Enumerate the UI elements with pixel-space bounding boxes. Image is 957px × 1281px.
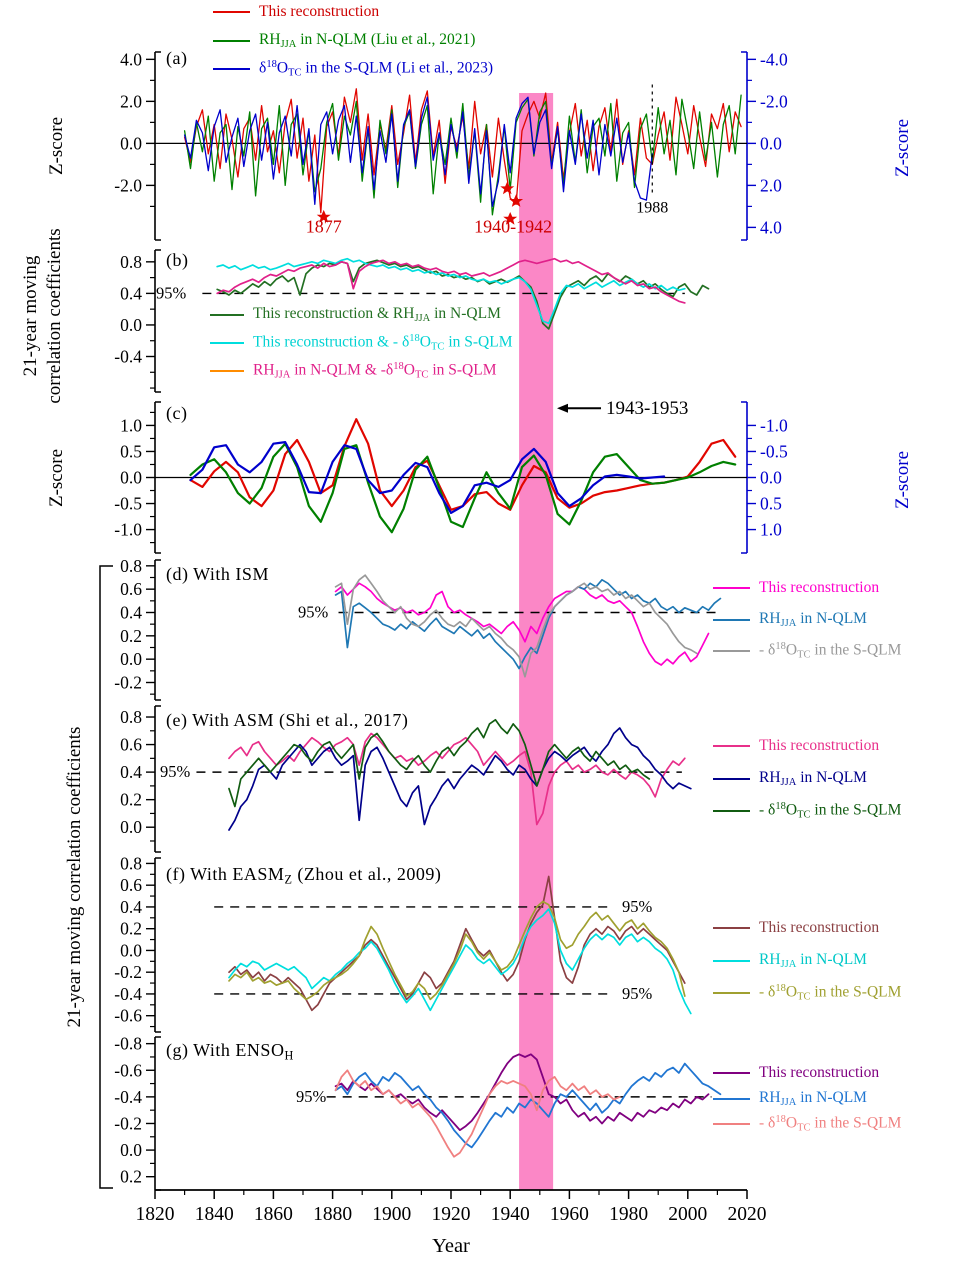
left-axis-f: [155, 858, 161, 1032]
significance-label: 95%: [160, 762, 191, 782]
x-tick-label: 2000: [668, 1204, 708, 1225]
panel-title: (b): [166, 250, 189, 270]
legend-label: This reconstruction & - $\delta^{18}O_{TC}$ in S-QLM: [253, 333, 513, 353]
tick-label: -0.4: [114, 346, 142, 367]
tick-label: 0.4: [120, 283, 142, 304]
tick-label: -0.4: [114, 1086, 142, 1107]
panel-e: [120, 706, 691, 852]
x-tick-label: 1860: [253, 1204, 293, 1225]
x-axis-title: Year: [432, 1235, 470, 1257]
legend-label: - $\delta^{18}O_{TC}$ in the S-QLM: [759, 641, 902, 661]
panel-b: [114, 250, 708, 392]
legend-label: This reconstruction & $RH_{JJA}$ in N-QLM: [253, 305, 501, 325]
legend-label: $RH_{JJA}$ in N-QLM & $-\delta^{18}O_{TC}$ in S-QLM: [253, 361, 497, 381]
legend-label: $RH_{JJA}$ in N-QLM (Liu et al., 2021): [259, 31, 476, 51]
annotation-text: 1877: [305, 216, 342, 237]
tick-label: 0.0: [120, 1140, 142, 1161]
axis-outer-label: correlation coefficients: [44, 228, 65, 404]
x-axis: [136, 1190, 767, 1257]
panel-c: [114, 398, 788, 553]
tick-label: -1.0: [114, 519, 142, 540]
tick-label: 0.0: [120, 314, 142, 335]
panel-title: (f) With $EASM_Z$ (Zhou et al., 2009): [166, 864, 442, 887]
tick-label: 0.8: [120, 555, 142, 576]
series-line: [229, 902, 685, 1000]
series-line: [229, 728, 691, 830]
panel-a: [114, 49, 788, 240]
x-tick-label: 1960: [549, 1204, 589, 1225]
tick-label: 2.0: [120, 91, 142, 112]
x-tick-label: 1900: [372, 1204, 412, 1225]
annotation-text: 1940-1942: [474, 216, 553, 237]
legend-label: $RH_{JJA}$ in N-QLM: [759, 769, 867, 789]
panel-f: [114, 853, 691, 1032]
panel-title: (a): [166, 48, 188, 68]
axis-outer-label: Z-score: [46, 448, 67, 508]
tick-label: -0.6: [114, 1060, 142, 1081]
significance-label: 95%: [156, 283, 187, 303]
panel-title: (c): [166, 403, 188, 423]
axis-outer-label: Z-score: [892, 118, 913, 178]
axis-outer-label: Z-score: [46, 116, 67, 176]
x-tick-label: 1980: [609, 1204, 649, 1225]
legend-label: $RH_{JJA}$ in N-QLM: [759, 610, 867, 630]
tick-label: -0.5: [760, 441, 788, 462]
significance-label: 95%: [622, 896, 653, 916]
left-axis-d: [155, 560, 161, 700]
tick-label: 0.2: [120, 1166, 142, 1187]
panel-title: (d) With ISM: [166, 564, 269, 584]
legend-label: - $\delta^{18}O_{TC}$ in the S-QLM: [759, 983, 902, 1003]
tick-label: 0.0: [120, 467, 142, 488]
tick-label: 1.0: [120, 415, 142, 436]
tick-label: 0.6: [120, 734, 142, 755]
tick-label: -0.5: [114, 493, 142, 514]
series-line: [191, 419, 736, 510]
left-axis-b: [155, 250, 161, 392]
tick-label: -4.0: [760, 49, 788, 70]
x-tick-label: 2020: [727, 1204, 767, 1225]
tick-label: 0.0: [120, 649, 142, 670]
significance-label: 95%: [298, 602, 329, 622]
panels-dg-bracket: [100, 566, 113, 1188]
tick-label: 0.6: [120, 579, 142, 600]
tick-label: 0.6: [120, 875, 142, 896]
tick-label: 0.2: [120, 918, 142, 939]
tick-label: -2.0: [114, 175, 142, 196]
axis-outer-label: 21-year moving correlation coefficients: [64, 726, 85, 1028]
tick-label: 2.0: [760, 175, 782, 196]
tick-label: 4.0: [760, 217, 782, 238]
tick-label: 0.4: [120, 762, 142, 783]
tick-label: 0.0: [760, 133, 782, 154]
legend-label: This reconstruction: [759, 737, 880, 754]
panel-d: [114, 556, 720, 700]
significance-label: 95%: [622, 983, 653, 1003]
legend-label: $\delta^{18}O_{TC}$ in the S-QLM (Li et al., 2023): [259, 59, 494, 79]
tick-label: 1.0: [760, 519, 782, 540]
tick-label: 0.5: [760, 493, 782, 514]
axis-outer-label: 21-year moving: [20, 255, 41, 377]
series-line: [229, 877, 685, 1011]
significance-label: 95%: [296, 1086, 327, 1106]
tick-label: 0.8: [120, 251, 142, 272]
tick-label: -0.4: [114, 983, 142, 1004]
star-marker: [500, 182, 514, 195]
x-tick-label: 1920: [431, 1204, 471, 1225]
tick-label: -0.2: [114, 672, 142, 693]
tick-label: 4.0: [120, 49, 142, 70]
tick-label: 0.0: [120, 133, 142, 154]
legend-label: - $\delta^{18}O_{TC}$ in the S-QLM: [759, 801, 902, 821]
legend-label: This reconstruction: [759, 1064, 880, 1081]
tick-label: -0.2: [114, 962, 142, 983]
legend-label: This reconstruction: [759, 919, 880, 936]
tick-label: 0.8: [120, 707, 142, 728]
panel-title: (e) With ASM (Shi et al., 2017): [166, 710, 409, 730]
legend-label: $RH_{JJA}$ in N-QLM: [759, 1089, 867, 1109]
arrow-head: [557, 404, 568, 413]
legend-label: $RH_{JJA}$ in N-QLM: [759, 951, 867, 971]
tick-label: 0.0: [120, 940, 142, 961]
series-line: [217, 259, 685, 324]
right-axis-a: [741, 52, 747, 240]
left-axis-a: [155, 52, 161, 240]
tick-label: 0.5: [120, 441, 142, 462]
legend-label: - $\delta^{18}O_{TC}$ in the S-QLM: [759, 1114, 902, 1134]
tick-label: 0.4: [120, 896, 142, 917]
legend-label: This reconstruction: [259, 3, 380, 20]
panel-title: (g) With $ENSO_H$: [166, 1040, 294, 1063]
tick-label: 0.2: [120, 789, 142, 810]
annotation-text: 1988: [636, 199, 669, 217]
tick-label: -2.0: [760, 91, 788, 112]
x-tick-label: 1820: [135, 1204, 175, 1225]
x-tick-label: 1840: [194, 1204, 234, 1225]
tick-label: 0.4: [120, 602, 142, 623]
series-line: [191, 444, 736, 533]
series-line: [229, 720, 649, 807]
left-axis-g: [155, 1037, 161, 1190]
tick-label: -0.2: [114, 1113, 142, 1134]
x-tick-label: 1880: [313, 1204, 353, 1225]
tick-label: 0.2: [120, 625, 142, 646]
x-tick-label: 1940: [490, 1204, 530, 1225]
legend-label: This reconstruction: [759, 579, 880, 596]
tick-label: 0.8: [120, 853, 142, 874]
panel-g: [114, 1034, 720, 1190]
tick-label: 0.0: [760, 467, 782, 488]
arrow-label: 1943-1953: [606, 398, 689, 420]
tick-label: -0.8: [114, 1033, 142, 1054]
tick-label: 0.0: [120, 817, 142, 838]
tick-label: -0.6: [114, 1005, 142, 1026]
axis-outer-label: Z-score: [892, 450, 913, 510]
tick-label: -1.0: [760, 415, 788, 436]
